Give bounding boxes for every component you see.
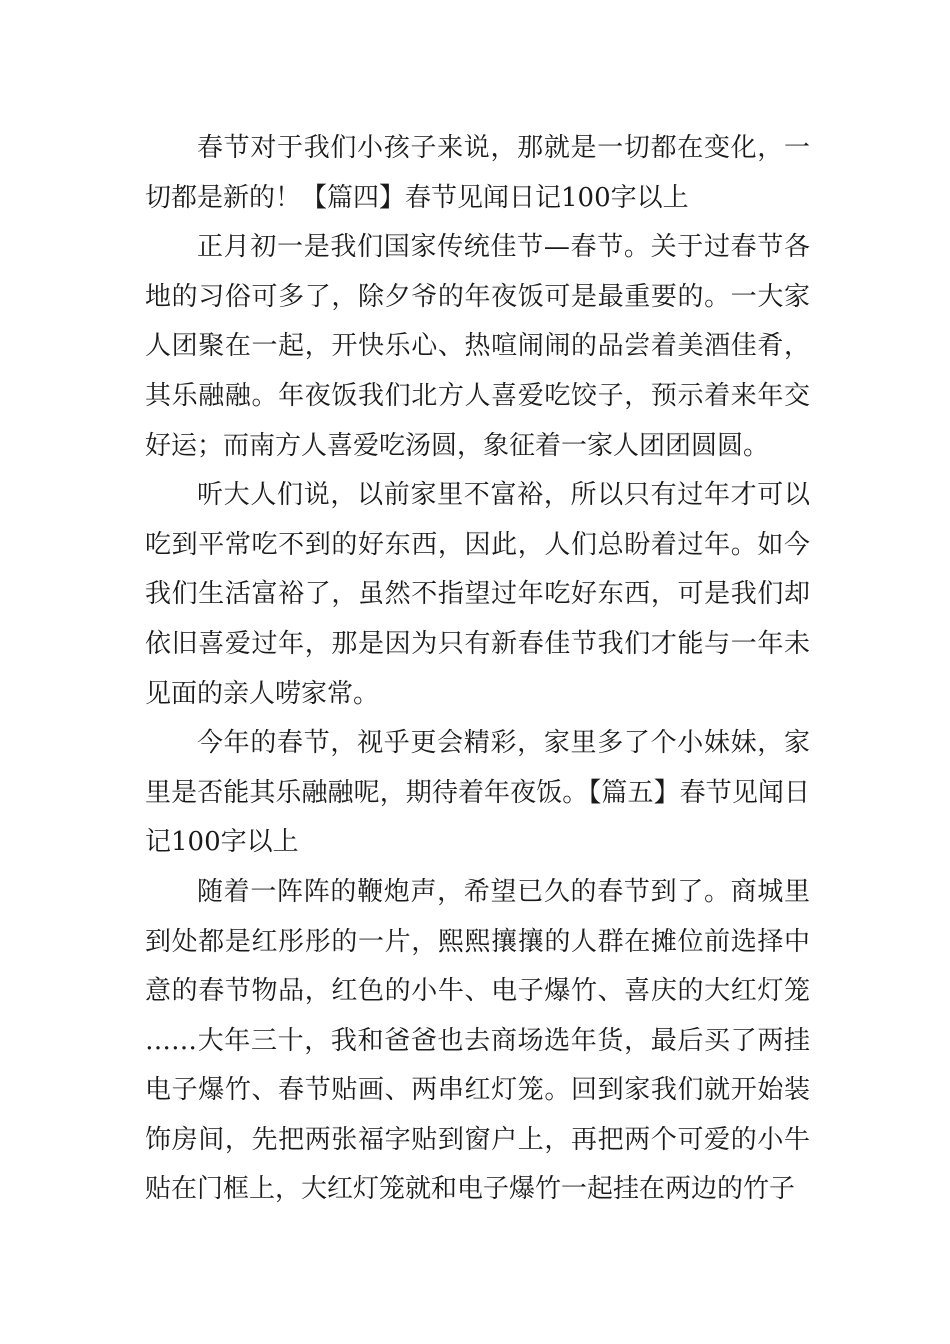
paragraph-5: 随着一阵阵的鞭炮声，希望已久的春节到了。商城里到处都是红彤彤的一片，熙熙攘攘的人群在摊位前选择中意的春节物品，红色的小牛、电子爆竹、喜庆的大红灯笼……大年三十，我和爸爸也去商场选年货，最后买了两挂电子爆竹、春节贴画、两串红灯笼。回到家我们就开始装饰房间，先把两张福字贴到窗户上，再把两个可爱的小牛贴在门框上，大红灯笼就和电子爆竹一起挂在两边的竹子 xyxy=(145,876,810,1205)
paragraph-4: 今年的春节，视乎更会精彩，家里多了个小妹妹，家里是否能其乐融融呢，期待着年夜饭。【篇五】春节见闻日记100字以上 xyxy=(145,728,810,858)
document-body xyxy=(145,124,810,1215)
paragraph-2: 正月初一是我们国家传统佳节—春节。关于过春节各地的习俗可多了，除夕爷的年夜饭可是最重要的。一大家人团聚在一起，开快乐心、热喧闹闹的品尝着美酒佳肴，其乐融融。年夜饭我们北方人喜爱吃饺子，预示着来年交好运；而南方人喜爱吃汤圆，象征着一家人团团圆圆。 xyxy=(145,232,810,461)
paragraph-3: 听大人们说，以前家里不富裕，所以只有过年才可以吃到平常吃不到的好东西，因此，人们总盼着过年。如今我们生活富裕了，虽然不指望过年吃好东西，可是我们却依旧喜爱过年，那是因为只有新春佳节我们才能与一年未见面的亲人唠家常。 xyxy=(145,480,810,709)
paragraph-1: 春节对于我们小孩子来说，那就是一切都在变化，一切都是新的！【篇四】春节见闻日记100字以上 xyxy=(145,133,810,213)
